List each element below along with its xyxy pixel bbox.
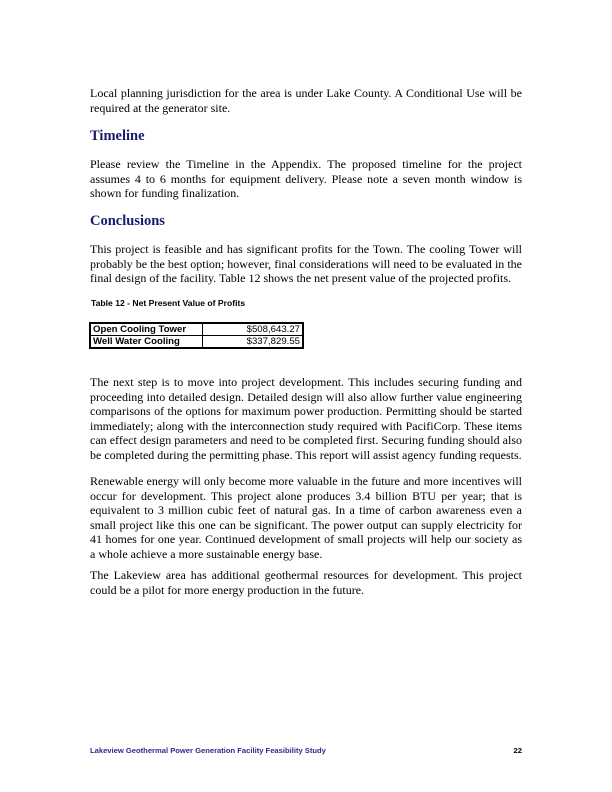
table-row: [90, 323, 303, 336]
table-cell-label: Well Water Cooling: [90, 336, 203, 349]
heading-conclusions: Conclusions: [90, 213, 165, 229]
paragraph-next-step: The next step is to move into project development. This includes securing funding and proceeding into detailed design. Detailed design will also allow further value engineering comparisons of the options for maximum power production. Permitting should be started immediately; along with the interconnection study required with PacifiCorp. These items can effect design parameters and need to be completed first. Securing funding should also be completed during the permitting phase. This report will assist agency funding requests.: [90, 375, 522, 462]
paragraph-renewable-energy: Renewable energy will only become more valuable in the future and more incentives will occur for development. This project alone produces 3.4 billion BTU per year; that is equivalent to 3 million cubic feet of natural gas. In a time of carbon awareness even a small project like this one can be significant. The power output can supply electricity for 41 homes for one year. Continued development of small projects will help our society as a whole achieve a more sustainable energy base.: [90, 474, 522, 561]
table-cell-value: $337,829.55: [203, 336, 304, 349]
paragraph-timeline: Please review the Timeline in the Appendix. The proposed timeline for the project assumes 4 to 6 months for equipment delivery. Please note a seven month window is shown for funding finalization.: [90, 157, 522, 201]
table-cell-label: Open Cooling Tower: [90, 323, 203, 336]
table-cell-value: $508,643.27: [203, 323, 304, 336]
paragraph-planning-jurisdiction: Local planning jurisdiction for the area is under Lake County. A Conditional Use will be required at the generator site.: [90, 86, 522, 115]
footer-page-number: 22: [513, 746, 522, 755]
paragraph-lakeview-resources: The Lakeview area has additional geothermal resources for development. This project could be a pilot for more energy production in the future.: [90, 568, 522, 597]
table-caption: Table 12 - Net Present Value of Profits: [91, 298, 246, 308]
footer-document-title: Lakeview Geothermal Power Generation Facility Feasibility Study: [90, 746, 326, 755]
paragraph-conclusions: This project is feasible and has significant profits for the Town. The cooling Tower will probably be the best option; however, final considerations will need to be evaluated in the final design of the facility. Table 12 shows the net present value of the projected profits.: [90, 242, 522, 286]
table-row: [90, 336, 303, 349]
heading-timeline: Timeline: [90, 128, 145, 144]
npv-table: [89, 322, 304, 349]
